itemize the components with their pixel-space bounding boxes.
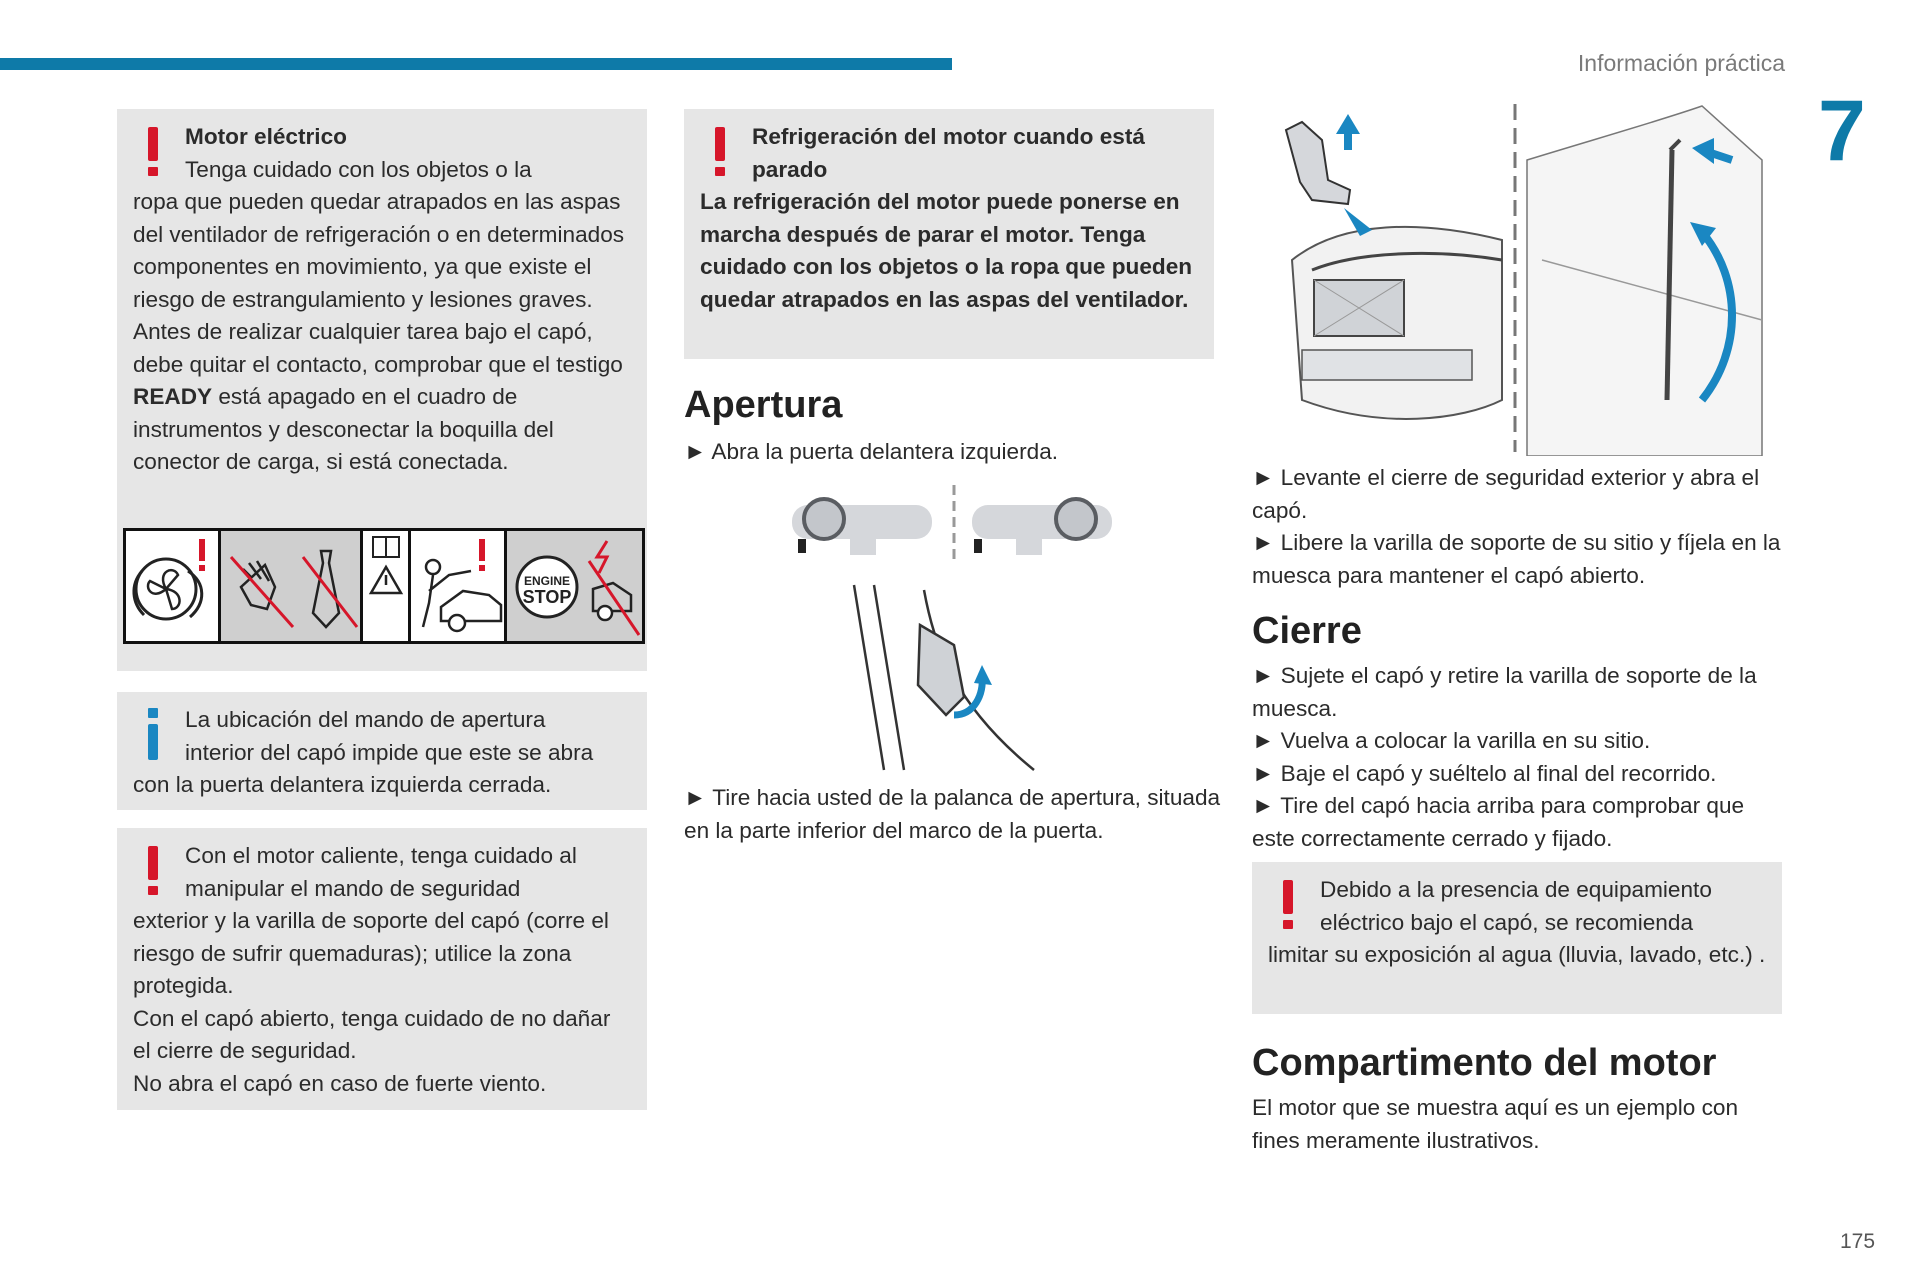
chapter-number: 7	[1818, 83, 1866, 179]
warning-text-line1: Debido a la presencia de equipamiento	[1320, 877, 1712, 902]
warning-icon	[133, 844, 173, 896]
engine-stop-no-electric-icon	[507, 531, 642, 641]
warning-text: limitar su exposición al agua (lluvia, lavado, etc.) .	[1268, 942, 1766, 967]
warning-text-2: Con el capó abierto, tenga cuidado de no dañar el cierre de seguridad.	[133, 1005, 611, 1063]
heading-apertura: Apertura	[684, 384, 843, 426]
header-accent-bar	[0, 58, 952, 70]
step-close-2: ► Vuelva a colocar la varilla en su sitio.	[1252, 728, 1651, 753]
no-hands-no-tie-icon	[221, 531, 363, 641]
warning-icon	[133, 125, 173, 177]
step-pull-lever: ► Tire hacia usted de la palanca de apertura, situada en la parte inferior del marco de la puerta.	[684, 785, 1221, 843]
compartimento-text: El motor que se muestra aquí es un ejemplo con fines meramente ilustrativos.	[1252, 1095, 1739, 1153]
info-text-line3: con la puerta delantera izquierda cerrada.	[133, 772, 552, 797]
warning-text-line2: eléctrico bajo el capó, se recomienda	[1320, 909, 1694, 935]
info-box-hood-control	[117, 692, 647, 810]
manual-warning-icon	[363, 531, 411, 641]
warning-box-water-exposure	[1252, 862, 1782, 1014]
safety-pictograms	[123, 528, 645, 644]
warning-text: ropa que pueden quedar atrapados en las aspas del ventilador de refrigeración o en determinados componentes en movimiento, ya que existe el riesgo de estrangulamiento y lesiones graves.	[133, 189, 625, 312]
step-open-door: ► Abra la puerta delantera izquierda.	[684, 439, 1059, 464]
warning-icon	[1268, 878, 1308, 930]
step-close-1: ► Sujete el capó y retire la varilla de soporte de la muesca.	[1252, 663, 1757, 721]
heading-cierre: Cierre	[1252, 610, 1362, 652]
heading-compartimento: Compartimento del motor	[1252, 1042, 1717, 1084]
step-support-rod: ► Libere la varilla de soporte de su sitio y fíjela en la muesca para mantener el capó abierto.	[1252, 530, 1781, 588]
warning-title: Motor eléctrico	[185, 124, 347, 149]
warning-text-line1: Con el motor caliente, tenga cuidado al	[185, 843, 577, 868]
info-text-line1: La ubicación del mando de apertura	[185, 707, 546, 732]
warning-text-line1: Tenga cuidado con los objetos o la	[185, 156, 532, 182]
open-hood-warning-icon	[411, 531, 507, 641]
fan-warning-icon	[126, 531, 221, 641]
engine-stop-label-1: ENGINE	[523, 574, 571, 588]
warning-text-3: No abra el capó en caso de fuerte viento.	[133, 1070, 547, 1096]
open-hood-illustration	[1262, 100, 1782, 456]
info-text-line2: interior del capó impide que este se abra	[185, 739, 594, 765]
step-close-4: ► Tire del capó hacia arriba para comprobar que este correctamente cerrado y fijado.	[1252, 793, 1745, 851]
warning-box-hot-engine	[117, 828, 647, 1110]
page-number: 175	[1840, 1230, 1876, 1253]
hood-release-lever-illustration	[784, 485, 1124, 775]
warning-text: La refrigeración del motor puede ponerse en marcha después de parar el motor. Tenga cuidado con los objetos o la ropa que pueden quedar atrapados en las aspas del ventilador.	[700, 189, 1193, 312]
warning-text-2: Antes de realizar cualquier tarea bajo el capó, debe quitar el contacto, comprobar que el testigo READY está apagado en el cuadro de instrumentos y desconectar la boquilla del conector de carga, si está conectada.	[133, 319, 623, 474]
info-icon	[133, 708, 173, 760]
warning-box-engine-cooling	[684, 109, 1214, 359]
step-lift-latch: ► Levante el cierre de seguridad exterior y abra el capó.	[1252, 465, 1760, 523]
section-title: Información práctica	[1577, 50, 1785, 76]
warning-title: Refrigeración del motor cuando está parado	[752, 124, 1145, 182]
warning-text: exterior y la varilla de soporte del capó (corre el riesgo de sufrir quemaduras); utilice la zona protegida.	[133, 908, 609, 998]
warning-icon	[700, 125, 740, 177]
engine-stop-label-2: STOP	[522, 587, 572, 607]
step-close-3: ► Baje el capó y suéltelo al final del recorrido.	[1252, 760, 1717, 786]
warning-text-line2: manipular el mando de seguridad	[185, 875, 521, 901]
